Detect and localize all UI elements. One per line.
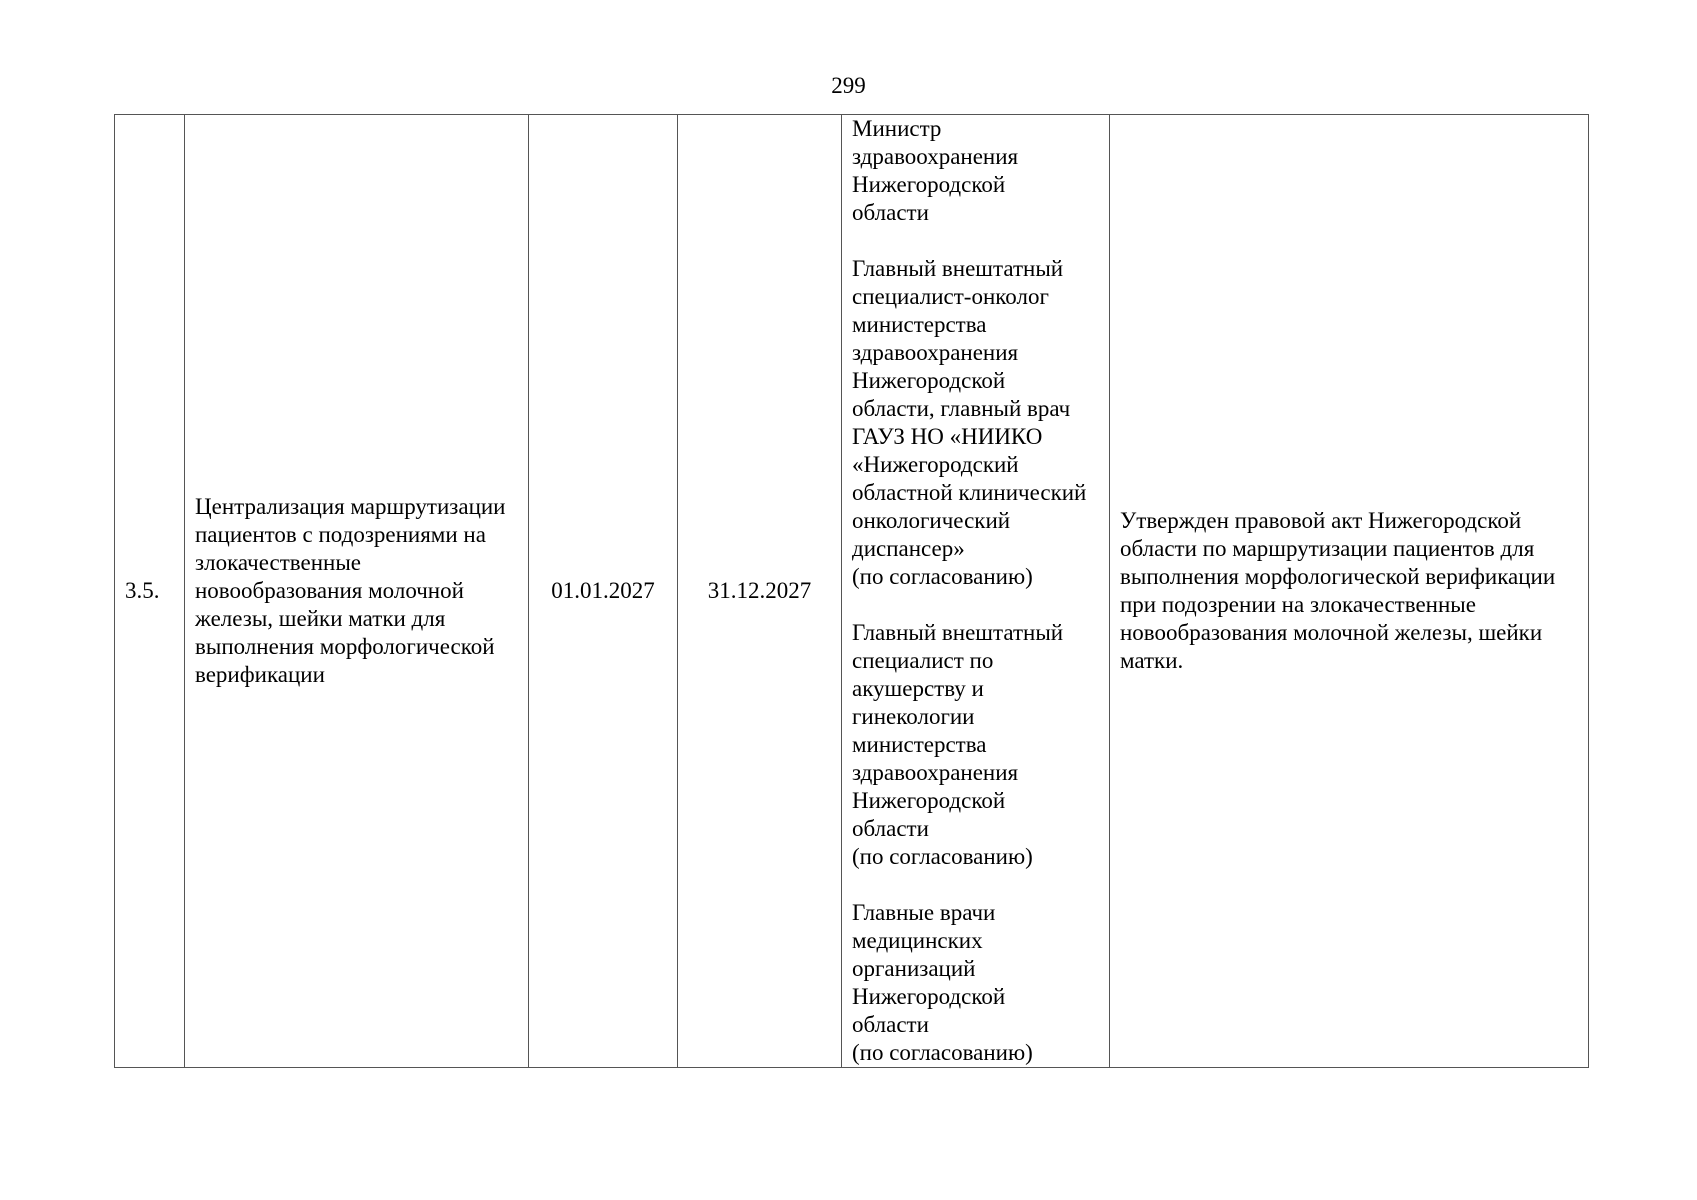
responsible-chief-gynecologist: Главный внештатный специалист по акушерству и гинекологии министерства здравоохранения Нижегородской области (по согласованию) [852,620,1064,869]
page-number: 299 [831,73,866,98]
responsible-chief-oncologist: Главный внештатный специалист-онколог министерства здравоохранения Нижегородской области, главный врач ГАУЗ НО «НИИКО «Нижегородский областной клинический онкологический диспансер» (по согласованию) [852,256,1087,589]
measures-table [114,114,1589,1068]
start-date: 01.01.2027 [529,115,678,1068]
expected-result: Утвержден правовой акт Нижегородской области по маршрутизации пациентов для выполнения морфологической верификации при подозрении на злокачественные новообразования молочной железы, шейки матки. [1110,115,1589,1068]
responsible-persons [842,115,1110,1068]
task-description: Централизация маршрутизации пациентов с подозрениями на злокачественные новообразования молочной железы, шейки матки для выполнения морфологической верификации [185,115,529,1068]
end-date: 31.12.2027 [678,115,842,1068]
table-row [115,115,1589,1068]
responsible-chief-physicians: Главные врачи медицинских организаций Нижегородской области (по согласованию) [852,900,1033,1065]
responsible-minister: Министр здравоохранения Нижегородской области [852,116,1019,225]
row-number: 3.5. [115,115,185,1068]
